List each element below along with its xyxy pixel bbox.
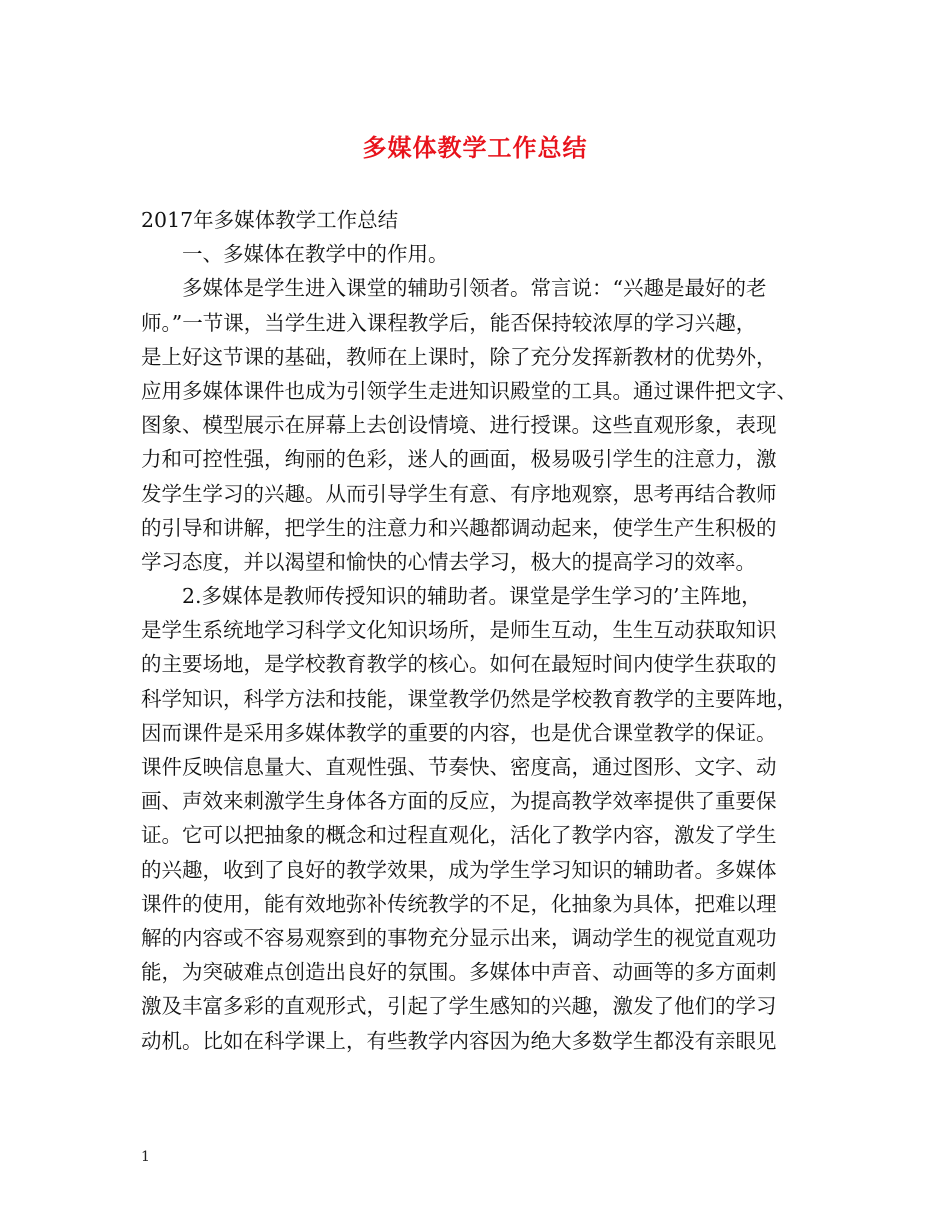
body-line: 一、多媒体在教学中的作用。 [182,242,449,267]
body-line: 解的内容或不容易观察到的事物充分显示出来，调动学生的视觉直观功 [141,925,777,950]
body-line: 是上好这节课的基础，教师在上课时，除了充分发挥新教材的优势外， [141,344,777,369]
body-line: 的兴趣，收到了良好的教学效果，成为学生学习知识的辅助者。多媒体 [141,857,777,882]
body-line: 多媒体是学生进入课堂的辅助引领者。常言说：“兴趣是最好的老 [182,276,767,301]
body-line: 课件的使用，能有效地弥补传统教学的不足，化抽象为具体，把难以理 [141,891,777,916]
body-line: 是学生系统地学习科学文化知识场所，是师生互动，生生互动获取知识 [141,618,777,643]
body-line: 图象、模型展示在屏幕上去创设情境、进行授课。这些直观形象，表现 [141,413,777,438]
body-line: 应用多媒体课件也成为引领学生走进知识殿堂的工具。通过课件把文字、 [141,378,797,403]
body-line: 画、声效来刺激学生身体各方面的反应，为提高教学效率提供了重要保 [141,789,777,814]
body-line: 证。它可以把抽象的概念和过程直观化，活化了教学内容，激发了学生 [141,823,777,848]
body-line: 的主要场地，是学校教育教学的核心。如何在最短时间内使学生获取的 [141,652,777,677]
body-line: 因而课件是采用多媒体教学的重要的内容，也是优合课堂教学的保证。 [141,720,777,745]
body-line: 能，为突破难点创造出良好的氛围。多媒体中声音、动画等的多方面刺 [141,960,777,985]
page-number: 1 [141,1149,150,1165]
document-body [141,203,825,1058]
body-line: 的引导和讲解，把学生的注意力和兴趣都调动起来，使学生产生积极的 [141,515,777,540]
body-line: 2.多媒体是教师传授知识的辅助者。课堂是学生学习的’主阵地， [182,584,762,609]
body-line: 课件反映信息量大、直观性强、节奏快、密度高，通过图形、文字、动 [141,755,777,779]
body-line: 学习态度，并以渴望和愉快的心情去学习，极大的提高学习的效率。 [141,549,756,574]
body-line: 力和可控性强，绚丽的色彩，迷人的画面，极易吸引学生的注意力，激 [141,447,777,472]
document-title: 多媒体教学工作总结 [362,133,588,162]
body-line: 科学知识，科学方法和技能，课堂教学仍然是学校教育教学的主要阵地， [141,686,797,711]
body-line: 发学生学习的兴趣。从而引导学生有意、有序地观察，思考再结合教师 [141,481,777,506]
body-line: 师。”一节课，当学生进入课程教学后，能否保持较浓厚的学习兴趣， [141,310,757,335]
body-line: 激及丰富多彩的直观形式，引起了学生感知的兴趣，激发了他们的学习 [141,994,777,1019]
body-line: 2017年多媒体教学工作总结 [141,208,399,232]
body-line: 动机。比如在科学课上，有些教学内容因为绝大多数学生都没有亲眼见 [141,1028,777,1053]
